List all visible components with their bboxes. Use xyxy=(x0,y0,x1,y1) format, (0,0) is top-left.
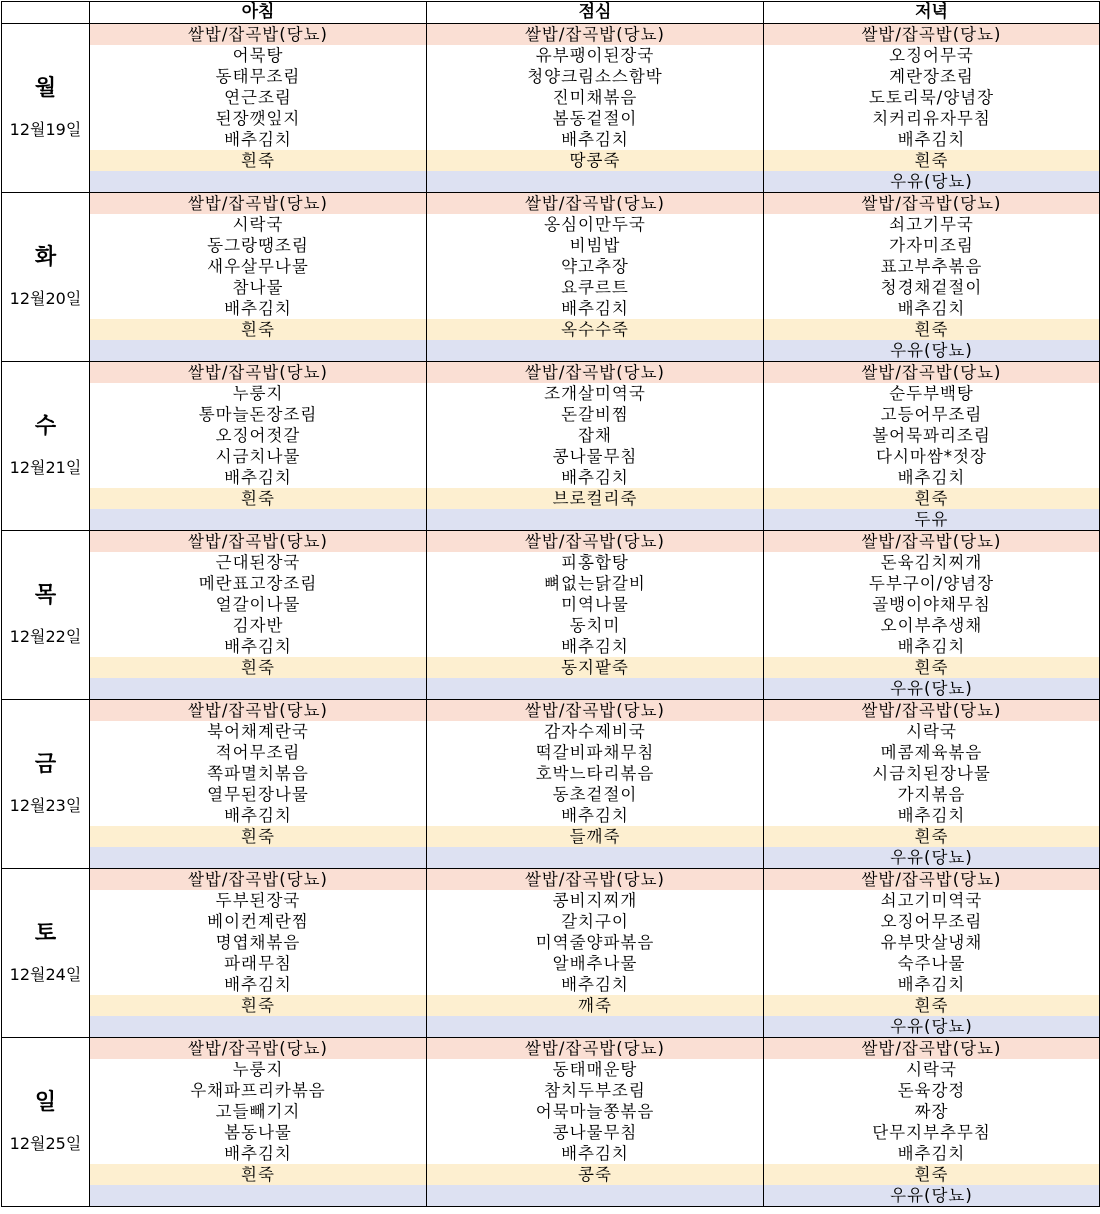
breakfast-cell xyxy=(90,193,427,362)
breakfast-menu-item: 흰죽 xyxy=(90,150,426,171)
dinner-menu-item: 쌀밥/잡곡밥(당뇨) xyxy=(764,1038,1099,1059)
lunch-cell xyxy=(427,700,764,869)
lunch-menu-item: 요쿠르트 xyxy=(561,278,629,297)
dinner-menu-item: 쇠고기무국 xyxy=(889,215,974,234)
day-row xyxy=(2,362,1100,531)
breakfast-menu-item: 배추김치 xyxy=(224,468,292,487)
lunch-menu-item: 감자수제비국 xyxy=(544,722,646,741)
lunch-menu-item: 비빔밥 xyxy=(569,236,621,255)
dinner-menu-item: 흰죽 xyxy=(764,826,1099,847)
dinner-menu-item: 배추김치 xyxy=(897,299,966,318)
day-cell xyxy=(2,24,90,193)
lunch-menu-item: 호박느타리볶음 xyxy=(535,764,655,783)
breakfast-menu-item: 얼갈이나물 xyxy=(215,595,301,614)
dinner-menu-item: 쌀밥/잡곡밥(당뇨) xyxy=(764,193,1099,214)
dinner-cell xyxy=(764,193,1100,362)
breakfast-menu-item: 쌀밥/잡곡밥(당뇨) xyxy=(90,362,426,383)
breakfast-cell xyxy=(90,24,427,193)
dinner-menu-item: 표고부추볶음 xyxy=(880,257,983,276)
day-row xyxy=(2,531,1100,700)
breakfast-menu-item: 배추김치 xyxy=(224,975,292,994)
day-row xyxy=(2,1038,1100,1207)
dinner-menu-item: 오징어무국 xyxy=(889,46,974,65)
day-date: 12월20일 xyxy=(9,289,82,308)
lunch-menu-item: 동치미 xyxy=(569,616,621,635)
breakfast-menu-item: 흰죽 xyxy=(90,319,426,340)
lunch-menu-item: 어묵마늘쫑볶음 xyxy=(535,1102,655,1121)
dinner-menu-item: 우유(당뇨) xyxy=(764,1185,1099,1206)
dinner-menu-item: 고등어무조림 xyxy=(880,405,983,424)
dinner-menu-item: 숙주나물 xyxy=(897,954,966,973)
dinner-menu-item: 우유(당뇨) xyxy=(764,171,1099,192)
breakfast-menu-item: 쌀밥/잡곡밥(당뇨) xyxy=(90,24,426,45)
lunch-menu-item: 동초겉절이 xyxy=(552,785,638,804)
dinner-menu-item: 짜장 xyxy=(914,1102,949,1121)
lunch-menu-item: 쌀밥/잡곡밥(당뇨) xyxy=(427,700,763,721)
day-row xyxy=(2,24,1100,193)
lunch-cell xyxy=(427,24,764,193)
breakfast-menu-item: 동태무조림 xyxy=(215,67,301,86)
breakfast-menu-item: 된장깻잎지 xyxy=(215,109,301,128)
breakfast-menu-item: 어묵탕 xyxy=(232,46,284,65)
lunch-menu-item: 유부팽이된장국 xyxy=(535,46,655,65)
dinner-menu-item: 다시마쌈*젓장 xyxy=(876,447,987,466)
day-name: 화 xyxy=(34,245,57,270)
dinner-menu-item: 시금치된장나물 xyxy=(872,764,991,783)
dinner-menu-item: 시락국 xyxy=(906,722,957,741)
breakfast-menu-item xyxy=(90,1016,426,1037)
dinner-menu-item: 배추김치 xyxy=(897,806,966,825)
dinner-menu-item: 우유(당뇨) xyxy=(764,1016,1099,1037)
breakfast-menu-item: 흰죽 xyxy=(90,826,426,847)
dinner-menu-item: 오이부추생채 xyxy=(880,616,983,635)
day-date: 12월25일 xyxy=(9,1134,82,1153)
dinner-menu-item: 배추김치 xyxy=(897,130,966,149)
breakfast-menu-item: 시금치나물 xyxy=(215,447,301,466)
day-date: 12월24일 xyxy=(9,965,82,984)
dinner-menu-item: 흰죽 xyxy=(764,319,1099,340)
breakfast-menu-item xyxy=(90,340,426,361)
dinner-menu-item: 흰죽 xyxy=(764,995,1099,1016)
lunch-menu-item: 미역나물 xyxy=(561,595,629,614)
breakfast-menu-item: 쌀밥/잡곡밥(당뇨) xyxy=(90,869,426,890)
lunch-menu-item xyxy=(427,678,763,699)
dinner-menu-item: 흰죽 xyxy=(764,657,1099,678)
lunch-menu-item: 봄동겉절이 xyxy=(552,109,638,128)
dinner-menu-item: 우유(당뇨) xyxy=(764,340,1099,361)
day-name: 월 xyxy=(34,76,57,101)
dinner-menu-item: 쌀밥/잡곡밥(당뇨) xyxy=(764,700,1099,721)
dinner-menu-item: 계란장조림 xyxy=(889,67,974,86)
dinner-menu-item: 흰죽 xyxy=(764,150,1099,171)
breakfast-menu-item: 배추김치 xyxy=(224,637,292,656)
lunch-menu-item: 쌀밥/잡곡밥(당뇨) xyxy=(427,24,763,45)
lunch-menu-item: 배추김치 xyxy=(561,299,629,318)
dinner-menu-item: 흰죽 xyxy=(764,488,1099,509)
breakfast-menu-item: 쪽파멸치볶음 xyxy=(207,764,309,783)
lunch-menu-item xyxy=(427,1185,763,1206)
day-date: 12월22일 xyxy=(9,627,82,646)
dinner-menu-item: 배추김치 xyxy=(897,637,966,656)
header-row xyxy=(2,2,1100,24)
day-cell xyxy=(2,1038,90,1207)
lunch-menu-item: 뼈없는닭갈비 xyxy=(544,574,646,593)
breakfast-cell xyxy=(90,869,427,1038)
lunch-menu-item: 옥수수죽 xyxy=(427,319,763,340)
lunch-cell xyxy=(427,362,764,531)
lunch-menu-item: 배추김치 xyxy=(561,468,629,487)
day-name: 일 xyxy=(34,1090,57,1115)
breakfast-menu-item: 흰죽 xyxy=(90,1164,426,1185)
lunch-menu-item: 브로컬리죽 xyxy=(427,488,763,509)
dinner-menu-item: 쌀밥/잡곡밥(당뇨) xyxy=(764,531,1099,552)
breakfast-cell xyxy=(90,1038,427,1207)
lunch-menu-item: 진미채볶음 xyxy=(552,88,638,107)
lunch-menu-item: 돈갈비찜 xyxy=(561,405,629,424)
lunch-cell xyxy=(427,1038,764,1207)
day-date: 12월21일 xyxy=(9,458,82,477)
lunch-menu-item: 약고추장 xyxy=(561,257,629,276)
breakfast-menu-item: 배추김치 xyxy=(224,806,292,825)
dinner-menu-item: 쌀밥/잡곡밥(당뇨) xyxy=(764,362,1099,383)
breakfast-menu-item: 배추김치 xyxy=(224,130,292,149)
breakfast-menu-item: 김자반 xyxy=(232,616,284,635)
breakfast-header: 아침 xyxy=(90,2,427,24)
lunch-menu-item: 동태매운탕 xyxy=(552,1060,638,1079)
breakfast-menu-item: 근대된장국 xyxy=(215,553,301,572)
dinner-cell xyxy=(764,869,1100,1038)
lunch-cell xyxy=(427,869,764,1038)
day-name: 수 xyxy=(34,414,57,439)
dinner-menu-item: 두부구이/양념장 xyxy=(868,574,995,593)
lunch-menu-item: 배추김치 xyxy=(561,1144,629,1163)
lunch-menu-item: 참치두부조림 xyxy=(544,1081,646,1100)
dinner-menu-item: 청경채겉절이 xyxy=(880,278,983,297)
breakfast-cell xyxy=(90,531,427,700)
breakfast-menu-item: 참나물 xyxy=(232,278,284,297)
dinner-menu-item: 두유 xyxy=(764,509,1099,530)
lunch-menu-item xyxy=(427,1016,763,1037)
dinner-menu-item: 쌀밥/잡곡밥(당뇨) xyxy=(764,869,1099,890)
day-name: 토 xyxy=(34,921,57,946)
day-cell xyxy=(2,193,90,362)
dinner-menu-item: 배추김치 xyxy=(897,975,966,994)
breakfast-menu-item: 흰죽 xyxy=(90,995,426,1016)
breakfast-menu-item xyxy=(90,678,426,699)
breakfast-menu-item: 배추김치 xyxy=(224,1144,292,1163)
lunch-menu-item: 알배추나물 xyxy=(552,954,638,973)
lunch-menu-item: 쌀밥/잡곡밥(당뇨) xyxy=(427,1038,763,1059)
dinner-menu-item: 순두부백탕 xyxy=(889,384,974,403)
day-name: 목 xyxy=(34,583,57,608)
breakfast-menu-item: 시락국 xyxy=(232,215,284,234)
breakfast-menu-item: 우채파프리카볶음 xyxy=(190,1081,326,1100)
dinner-menu-item: 가지볶음 xyxy=(897,785,966,804)
dinner-menu-item: 배추김치 xyxy=(897,1144,966,1163)
dinner-cell xyxy=(764,700,1100,869)
breakfast-menu-item xyxy=(90,847,426,868)
dinner-menu-item: 우유(당뇨) xyxy=(764,678,1099,699)
dinner-menu-item: 볼어묵꽈리조림 xyxy=(872,426,991,445)
dinner-menu-item: 도토리묵/양념장 xyxy=(868,88,995,107)
lunch-cell xyxy=(427,193,764,362)
breakfast-menu-item: 누룽지 xyxy=(232,384,284,403)
lunch-menu-item: 청양크림소스함박 xyxy=(527,67,663,86)
day-name: 금 xyxy=(34,752,57,777)
lunch-menu-item: 배추김치 xyxy=(561,130,629,149)
day-date: 12월23일 xyxy=(9,796,82,815)
breakfast-menu-item: 흰죽 xyxy=(90,657,426,678)
dinner-menu-item: 돈육강정 xyxy=(897,1081,966,1100)
day-row xyxy=(2,193,1100,362)
dinner-menu-item: 배추김치 xyxy=(897,468,966,487)
breakfast-menu-item xyxy=(90,509,426,530)
breakfast-menu-item: 고들빼기지 xyxy=(215,1102,301,1121)
lunch-menu-item xyxy=(427,340,763,361)
dinner-menu-item: 가자미조림 xyxy=(889,236,974,255)
breakfast-menu-item: 북어채계란국 xyxy=(207,722,309,741)
dinner-menu-item: 돈육김치찌개 xyxy=(880,553,983,572)
breakfast-menu-item xyxy=(90,1185,426,1206)
lunch-menu-item: 조개살미역국 xyxy=(544,384,646,403)
dinner-menu-item: 흰죽 xyxy=(764,1164,1099,1185)
breakfast-cell xyxy=(90,700,427,869)
lunch-menu-item: 땅콩죽 xyxy=(427,150,763,171)
breakfast-menu-item: 명엽채볶음 xyxy=(215,933,301,952)
dinner-header: 저녁 xyxy=(764,2,1100,24)
lunch-header: 점심 xyxy=(427,2,764,24)
lunch-menu-item: 깨죽 xyxy=(427,995,763,1016)
lunch-menu-item: 콩죽 xyxy=(427,1164,763,1185)
dinner-cell xyxy=(764,531,1100,700)
dinner-menu-item: 골뱅이야채무침 xyxy=(872,595,991,614)
breakfast-menu-item: 쌀밥/잡곡밥(당뇨) xyxy=(90,193,426,214)
lunch-menu-item: 배추김치 xyxy=(561,637,629,656)
dinner-menu-item: 우유(당뇨) xyxy=(764,847,1099,868)
lunch-menu-item: 미역줄양파볶음 xyxy=(535,933,655,952)
day-row xyxy=(2,700,1100,869)
dinner-cell xyxy=(764,362,1100,531)
corner-header xyxy=(2,2,90,24)
lunch-menu-item: 떡갈비파채무침 xyxy=(535,743,655,762)
menu-body xyxy=(2,24,1100,1207)
breakfast-cell xyxy=(90,362,427,531)
dinner-menu-item: 메콤제육볶음 xyxy=(880,743,983,762)
lunch-menu-item: 쌀밥/잡곡밥(당뇨) xyxy=(427,531,763,552)
breakfast-menu-item: 배추김치 xyxy=(224,299,292,318)
breakfast-menu-item: 연근조림 xyxy=(224,88,292,107)
lunch-menu-item: 콩비지찌개 xyxy=(552,891,638,910)
breakfast-menu-item: 흰죽 xyxy=(90,488,426,509)
lunch-menu-item: 들깨죽 xyxy=(427,826,763,847)
dinner-menu-item: 시락국 xyxy=(906,1060,957,1079)
day-cell xyxy=(2,531,90,700)
dinner-menu-item: 단무지부추무침 xyxy=(872,1123,991,1142)
breakfast-menu-item: 열무된장나물 xyxy=(207,785,309,804)
breakfast-menu-item: 베이컨계란찜 xyxy=(207,912,309,931)
lunch-cell xyxy=(427,531,764,700)
lunch-menu-item xyxy=(427,509,763,530)
breakfast-menu-item: 적어무조림 xyxy=(215,743,301,762)
breakfast-menu-item: 봄동나물 xyxy=(224,1123,292,1142)
lunch-menu-item: 쌀밥/잡곡밥(당뇨) xyxy=(427,869,763,890)
dinner-menu-item: 오징어무조림 xyxy=(880,912,983,931)
breakfast-menu-item: 쌀밥/잡곡밥(당뇨) xyxy=(90,531,426,552)
day-cell xyxy=(2,869,90,1038)
breakfast-menu-item: 새우살무나물 xyxy=(207,257,309,276)
breakfast-menu-item: 오징어젓갈 xyxy=(215,426,301,445)
breakfast-menu-item: 두부된장국 xyxy=(215,891,301,910)
lunch-menu-item: 콩나물무침 xyxy=(552,447,638,466)
breakfast-menu-item: 메란표고장조림 xyxy=(198,574,318,593)
day-row xyxy=(2,869,1100,1038)
lunch-menu-item: 옹심이만두국 xyxy=(544,215,646,234)
lunch-menu-item: 동지팥죽 xyxy=(427,657,763,678)
day-cell xyxy=(2,700,90,869)
breakfast-menu-item: 누룽지 xyxy=(232,1060,284,1079)
lunch-menu-item: 배추김치 xyxy=(561,975,629,994)
lunch-menu-item xyxy=(427,847,763,868)
lunch-menu-item: 쌀밥/잡곡밥(당뇨) xyxy=(427,193,763,214)
lunch-menu-item: 쌀밥/잡곡밥(당뇨) xyxy=(427,362,763,383)
lunch-menu-item: 콩나물무침 xyxy=(552,1123,638,1142)
breakfast-menu-item: 쌀밥/잡곡밥(당뇨) xyxy=(90,1038,426,1059)
dinner-cell xyxy=(764,24,1100,193)
lunch-menu-item: 잡채 xyxy=(578,426,612,445)
weekly-menu-table xyxy=(1,1,1100,1207)
breakfast-menu-item: 쌀밥/잡곡밥(당뇨) xyxy=(90,700,426,721)
day-date: 12월19일 xyxy=(9,120,82,139)
lunch-menu-item xyxy=(427,171,763,192)
breakfast-menu-item: 동그랑땡조림 xyxy=(207,236,309,255)
dinner-menu-item: 치커리유자무침 xyxy=(872,109,991,128)
lunch-menu-item: 갈치구이 xyxy=(561,912,629,931)
breakfast-menu-item: 파래무침 xyxy=(224,954,292,973)
lunch-menu-item: 배추김치 xyxy=(561,806,629,825)
day-cell xyxy=(2,362,90,531)
dinner-cell xyxy=(764,1038,1100,1207)
lunch-menu-item: 피홍합탕 xyxy=(561,553,629,572)
dinner-menu-item: 쇠고기미역국 xyxy=(880,891,983,910)
dinner-menu-item: 유부맛살냉채 xyxy=(880,933,983,952)
dinner-menu-item: 쌀밥/잡곡밥(당뇨) xyxy=(764,24,1099,45)
breakfast-menu-item xyxy=(90,171,426,192)
breakfast-menu-item: 통마늘돈장조림 xyxy=(198,405,318,424)
